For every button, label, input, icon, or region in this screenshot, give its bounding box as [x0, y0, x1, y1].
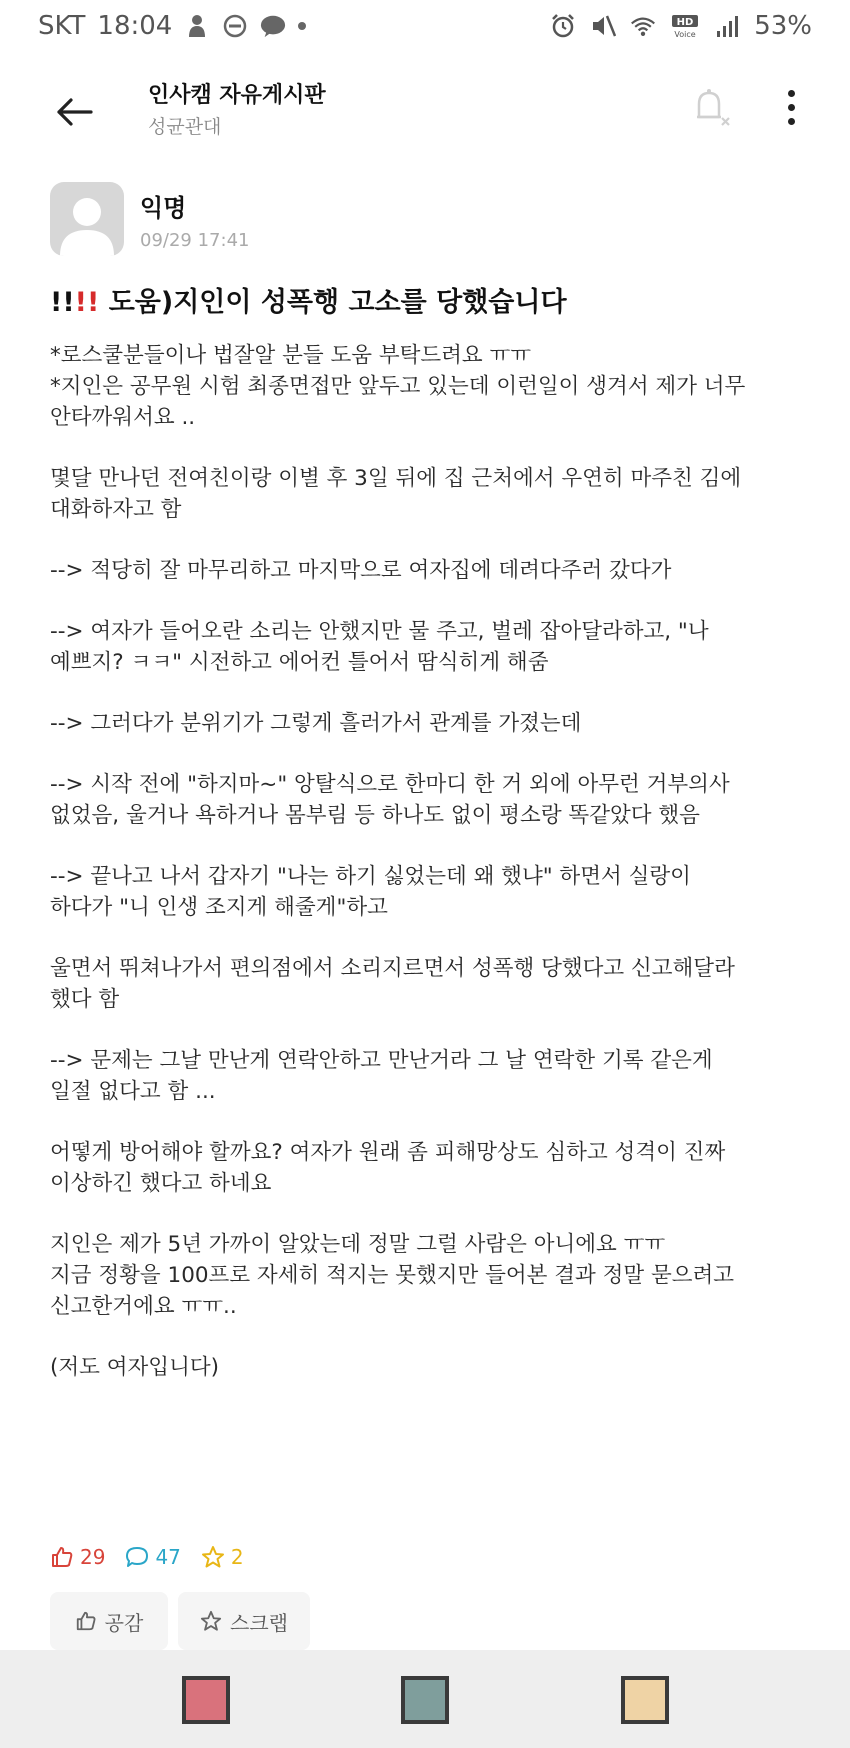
comment-count-value: 47 — [155, 1545, 181, 1569]
body-line: --> 적당히 잘 마무리하고 마지막으로 여자집에 데려다주러 갔다가 — [50, 558, 672, 583]
post-time: 09/29 17:41 — [140, 230, 250, 251]
star-icon — [201, 1545, 225, 1569]
board-title: 인사캠 자유게시판 — [148, 83, 326, 108]
notification-off-button[interactable] — [686, 82, 736, 132]
post-title — [50, 280, 810, 319]
paragraph-gap — [50, 1322, 810, 1352]
body-line: --> 끝나고 나서 갑자기 "나는 하기 싫었는데 왜 했냐" 하면서 실랑이 — [50, 864, 691, 889]
alarm-icon — [550, 13, 576, 39]
body-line: --> 여자가 들어오란 소리는 안했지만 물 주고, 벌레 잡아달라하고, "나 — [50, 619, 709, 644]
hd-voice-icon — [670, 13, 700, 39]
body-line: *로스쿨분들이나 법잘알 분들 도움 부탁드려요 ㅠㅠ — [50, 343, 532, 368]
body-line: 예쁘지? ㅋㅋ" 시전하고 에어컨 틀어서 땀식히게 해줌 — [50, 650, 549, 675]
body-line: --> 문제는 그날 만난게 연락안하고 만난거라 그 날 연락한 기록 같은게 — [50, 1048, 713, 1073]
thumbs-up-icon — [75, 1610, 97, 1632]
talk-icon — [260, 13, 286, 39]
status-bar — [0, 0, 850, 52]
anonymous-avatar-icon — [50, 182, 124, 256]
title-prefix: !! — [50, 287, 75, 318]
signal-icon — [714, 13, 740, 39]
body-line: 없었음, 울거나 욕하거나 몸부림 등 하나도 없이 평소랑 똑같았다 했음 — [50, 803, 700, 828]
body-line: 신고한거에요 ㅠㅠ.. — [50, 1294, 237, 1319]
scrap-count — [201, 1545, 244, 1569]
arrow-left-icon — [55, 97, 93, 127]
bell-off-icon — [689, 85, 733, 129]
more-options-button[interactable] — [776, 82, 806, 132]
paragraph-gap — [50, 831, 810, 861]
more-notifications-dot — [298, 22, 306, 30]
more-dot-icon — [788, 104, 795, 111]
school-name: 성균관대 — [148, 116, 222, 138]
paragraph-gap — [50, 1199, 810, 1229]
mascot-icon — [184, 13, 210, 39]
empathy-button[interactable] — [50, 1592, 168, 1650]
nav-back-button[interactable] — [621, 1676, 669, 1724]
battery-level: 53% — [754, 11, 812, 41]
scrap-label: 스크랩 — [230, 1610, 288, 1635]
body-line: 했다 함 — [50, 987, 120, 1012]
title-prefix-red: !! — [74, 287, 100, 318]
back-button[interactable] — [50, 88, 98, 136]
body-line: 하다가 "니 인생 조지게 해줄게"하고 — [50, 895, 388, 920]
nav-home-button[interactable] — [401, 1676, 449, 1724]
more-dot-icon — [788, 90, 795, 97]
more-dot-icon — [788, 118, 795, 125]
do-not-disturb-icon — [222, 13, 248, 39]
avatar — [50, 182, 124, 256]
app-header — [0, 60, 850, 160]
body-line: 울면서 뛰쳐나가서 편의점에서 소리지르면서 성폭행 당했다고 신고해달라 — [50, 956, 735, 981]
system-nav-bar — [0, 1650, 850, 1748]
body-line: --> 시작 전에 "하지마~" 앙탈식으로 한마디 한 거 외에 아무런 거부의사 — [50, 772, 730, 797]
star-icon — [200, 1610, 222, 1632]
body-line: (저도 여자입니다) — [50, 1355, 219, 1380]
body-line: 지인은 제가 5년 가까이 알았는데 정말 그럴 사람은 아니에요 ㅠㅠ — [50, 1232, 666, 1257]
post-body — [50, 340, 810, 1383]
paragraph-gap — [50, 586, 810, 616]
comment-icon — [125, 1545, 149, 1569]
body-line: *지인은 공무원 시험 최종면접만 앞두고 있는데 이런일이 생겨서 제가 너무 — [50, 374, 746, 399]
title-text: 도움)지인이 성폭행 고소를 당했습니다 — [108, 287, 567, 318]
author-name: 익명 — [140, 194, 187, 222]
body-line: 대화하자고 함 — [50, 497, 182, 522]
paragraph-gap — [50, 1107, 810, 1137]
paragraph-gap — [50, 433, 810, 463]
body-line: 이상하긴 했다고 하네요 — [50, 1171, 272, 1196]
body-line: 어떻게 방어해야 할까요? 여자가 원래 좀 피해망상도 심하고 성격이 진짜 — [50, 1140, 726, 1165]
clock: 18:04 — [97, 11, 173, 41]
svg-text:Voice: Voice — [674, 30, 696, 39]
svg-text:HD: HD — [676, 17, 694, 28]
comment-count — [125, 1545, 180, 1569]
mute-icon — [590, 13, 616, 39]
paragraph-gap — [50, 525, 810, 555]
post-stats — [50, 1545, 244, 1569]
carrier: SKT — [38, 11, 86, 41]
body-line: --> 그러다가 분위기가 그렇게 흘러가서 관계를 가졌는데 — [50, 711, 582, 736]
body-line: 일절 없다고 함 ... — [50, 1079, 216, 1104]
paragraph-gap — [50, 923, 810, 953]
scrap-count-value: 2 — [230, 1545, 244, 1569]
nav-recent-apps-button[interactable] — [182, 1676, 230, 1724]
body-line: 안타까워서요 .. — [50, 405, 196, 430]
paragraph-gap — [50, 739, 810, 769]
paragraph-gap — [50, 1015, 810, 1045]
body-line: 몇달 만나던 전여친이랑 이별 후 3일 뒤에 집 근처에서 우연히 마주친 김에 — [50, 466, 742, 491]
scrap-button[interactable] — [178, 1592, 310, 1650]
body-line: 지금 정황을 100프로 자세히 적지는 못했지만 들어본 결과 정말 묻으려고 — [50, 1263, 735, 1288]
paragraph-gap — [50, 678, 810, 708]
empathy-label: 공감 — [104, 1610, 144, 1635]
thumbs-up-icon — [50, 1545, 74, 1569]
like-count — [50, 1545, 105, 1569]
like-count-value: 29 — [80, 1545, 106, 1569]
wifi-icon — [630, 13, 656, 39]
